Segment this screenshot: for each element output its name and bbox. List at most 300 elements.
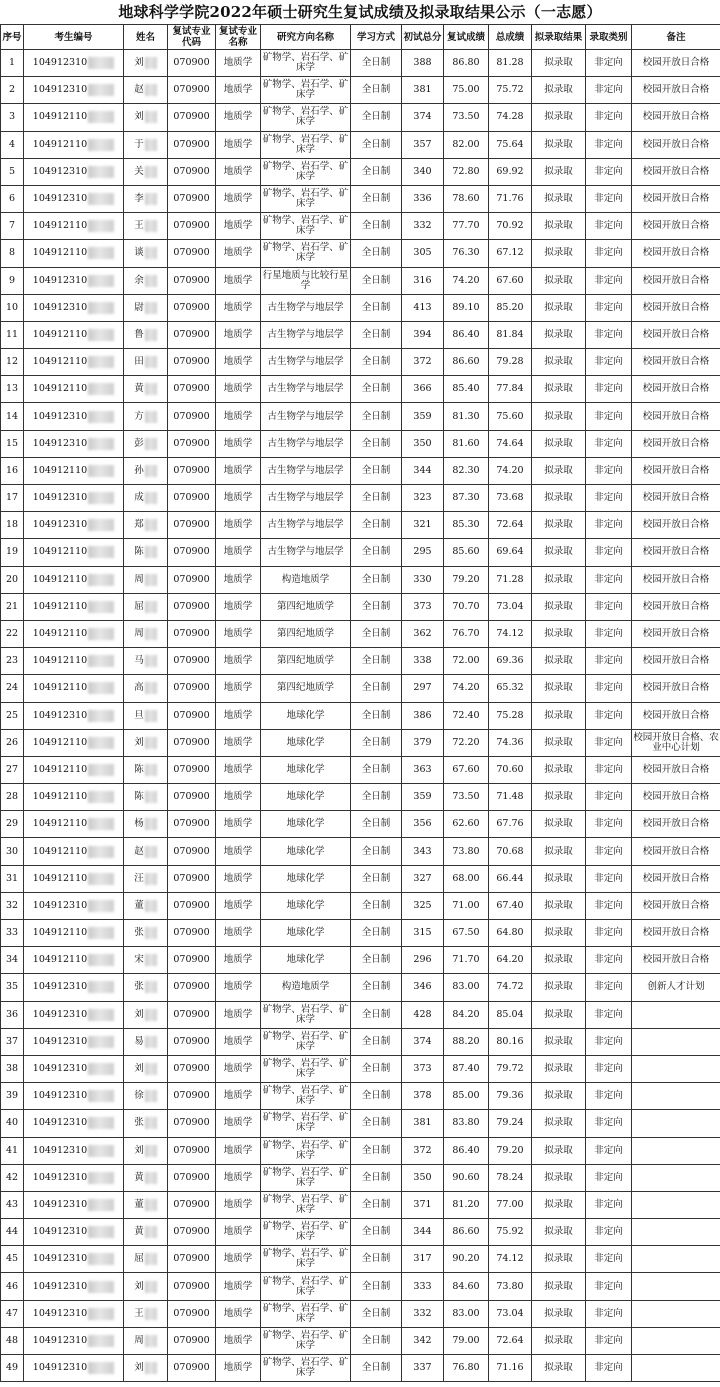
- cell-total-score: 74.20: [489, 457, 532, 484]
- cell-total-score: 79.72: [489, 1055, 532, 1082]
- cell-remarks: 校园开放日合格: [632, 865, 720, 892]
- cell-admission-type: 非定向: [586, 349, 632, 376]
- cell-admission-type: 非定向: [586, 213, 632, 240]
- cell-research-direction: 古生物学与地层学: [261, 430, 351, 457]
- name-surname: 刘: [134, 1362, 144, 1374]
- table-row: [1, 1327, 720, 1354]
- cell-study-mode: 全日制: [351, 974, 402, 1001]
- redaction-blur: [145, 655, 157, 667]
- redaction-blur: [145, 954, 157, 966]
- cell-candidate-id: [24, 1164, 124, 1191]
- cell-name: [124, 403, 168, 430]
- cell-research-direction: 矿物学、岩石学、矿床学: [261, 50, 351, 77]
- cell-admission-result: 拟录取: [532, 974, 586, 1001]
- cell-remarks: 校园开放日合格: [632, 158, 720, 185]
- cell-retest-score: 68.00: [444, 865, 489, 892]
- redaction-blur: [145, 275, 157, 287]
- cell-retest-score: 88.20: [444, 1028, 489, 1055]
- cell-admission-type: 非定向: [586, 593, 632, 620]
- cell-name: [124, 947, 168, 974]
- redaction-blur: [88, 1253, 114, 1265]
- cell-research-direction: 地球化学: [261, 865, 351, 892]
- cell-research-direction: 地球化学: [261, 920, 351, 947]
- cell-study-mode: 全日制: [351, 1137, 402, 1164]
- cell-index: 25: [1, 702, 24, 729]
- redaction-blur: [88, 519, 114, 531]
- cell-remarks: 校园开放日合格: [632, 185, 720, 212]
- candidate-id-prefix: 104912310: [32, 410, 88, 422]
- cell-admission-result: 拟录取: [532, 675, 586, 702]
- cell-major-code: 070900: [168, 1137, 216, 1164]
- redaction-blur: [145, 601, 157, 613]
- cell-remarks: [632, 1137, 720, 1164]
- cell-name: [124, 593, 168, 620]
- cell-total-score: 73.04: [489, 593, 532, 620]
- cell-major-name: 地质学: [216, 648, 261, 675]
- cell-total-score: 73.80: [489, 1273, 532, 1300]
- cell-total-score: 85.04: [489, 1001, 532, 1028]
- cell-major-name: 地质学: [216, 485, 261, 512]
- cell-remarks: [632, 1246, 720, 1273]
- cell-remarks: [632, 1327, 720, 1354]
- cell-remarks: 校园开放日合格: [632, 77, 720, 104]
- cell-index: 29: [1, 811, 24, 838]
- cell-study-mode: 全日制: [351, 539, 402, 566]
- table-row: [1, 566, 720, 593]
- cell-major-code: 070900: [168, 158, 216, 185]
- candidate-id-prefix: 104912110: [32, 927, 88, 939]
- table-row: [1, 1246, 720, 1273]
- header-index: 序号: [1, 25, 24, 50]
- name-surname: 汪: [134, 872, 144, 884]
- cell-major-code: 070900: [168, 267, 216, 294]
- cell-initial-score: 366: [402, 376, 444, 403]
- cell-retest-score: 72.40: [444, 702, 489, 729]
- cell-retest-score: 83.00: [444, 1300, 489, 1327]
- cell-index: 48: [1, 1327, 24, 1354]
- cell-admission-type: 非定向: [586, 403, 632, 430]
- cell-study-mode: 全日制: [351, 865, 402, 892]
- cell-candidate-id: [24, 77, 124, 104]
- cell-initial-score: 295: [402, 539, 444, 566]
- cell-total-score: 74.28: [489, 104, 532, 131]
- cell-admission-result: 拟录取: [532, 1300, 586, 1327]
- candidate-id-prefix: 104912310: [32, 165, 88, 177]
- cell-major-code: 070900: [168, 1110, 216, 1137]
- redaction-blur: [145, 927, 157, 939]
- table-row: [1, 838, 720, 865]
- cell-major-code: 070900: [168, 1327, 216, 1354]
- redaction-blur: [88, 111, 114, 123]
- redaction-blur: [88, 220, 114, 232]
- cell-admission-type: 非定向: [586, 1191, 632, 1218]
- cell-study-mode: 全日制: [351, 920, 402, 947]
- redaction-blur: [88, 628, 114, 640]
- cell-admission-result: 拟录取: [532, 702, 586, 729]
- cell-name: [124, 838, 168, 865]
- cell-initial-score: 344: [402, 457, 444, 484]
- header-remarks: 备注: [632, 25, 720, 50]
- cell-remarks: 校园开放日合格: [632, 838, 720, 865]
- cell-research-direction: 第四纪地质学: [261, 593, 351, 620]
- cell-major-code: 070900: [168, 756, 216, 783]
- table-row: [1, 892, 720, 919]
- cell-candidate-id: [24, 213, 124, 240]
- cell-major-name: 地质学: [216, 376, 261, 403]
- cell-index: 30: [1, 838, 24, 865]
- cell-admission-result: 拟录取: [532, 267, 586, 294]
- cell-major-name: 地质学: [216, 838, 261, 865]
- cell-index: 24: [1, 675, 24, 702]
- cell-major-code: 070900: [168, 566, 216, 593]
- redaction-blur: [88, 927, 114, 939]
- redaction-blur: [88, 438, 114, 450]
- cell-remarks: [632, 1273, 720, 1300]
- candidate-id-prefix: 104912310: [32, 57, 88, 69]
- cell-study-mode: 全日制: [351, 566, 402, 593]
- redaction-blur: [145, 1172, 157, 1184]
- cell-total-score: 74.12: [489, 1246, 532, 1273]
- cell-name: [124, 566, 168, 593]
- table-row: [1, 430, 720, 457]
- cell-candidate-id: [24, 1137, 124, 1164]
- cell-major-code: 070900: [168, 185, 216, 212]
- cell-admission-result: 拟录取: [532, 1355, 586, 1382]
- cell-initial-score: 344: [402, 1219, 444, 1246]
- cell-index: 7: [1, 213, 24, 240]
- candidate-id-prefix: 104912110: [32, 220, 88, 232]
- cell-name: [124, 920, 168, 947]
- cell-research-direction: 矿物学、岩石学、矿床学: [261, 1110, 351, 1137]
- table-row: [1, 539, 720, 566]
- cell-index: 18: [1, 512, 24, 539]
- cell-remarks: 校园开放日合格: [632, 376, 720, 403]
- cell-retest-score: 90.60: [444, 1164, 489, 1191]
- cell-retest-score: 86.80: [444, 50, 489, 77]
- candidate-id-prefix: 104912110: [32, 573, 88, 585]
- cell-index: 32: [1, 892, 24, 919]
- cell-total-score: 71.28: [489, 566, 532, 593]
- cell-admission-result: 拟录取: [532, 784, 586, 811]
- cell-study-mode: 全日制: [351, 675, 402, 702]
- cell-admission-result: 拟录取: [532, 1219, 586, 1246]
- cell-remarks: 校园开放日合格: [632, 756, 720, 783]
- candidate-id-prefix: 104912110: [32, 763, 88, 775]
- name-surname: 高: [134, 682, 144, 694]
- cell-initial-score: 297: [402, 675, 444, 702]
- cell-name: [124, 430, 168, 457]
- candidate-id-prefix: 104912110: [32, 655, 88, 667]
- header-name: 姓名: [124, 25, 168, 50]
- cell-study-mode: 全日制: [351, 620, 402, 647]
- redaction-blur: [145, 193, 157, 205]
- cell-major-name: 地质学: [216, 1219, 261, 1246]
- cell-admission-result: 拟录取: [532, 294, 586, 321]
- cell-name: [124, 784, 168, 811]
- cell-research-direction: 矿物学、岩石学、矿床学: [261, 213, 351, 240]
- candidate-id-prefix: 104912310: [32, 84, 88, 96]
- admission-table: [0, 24, 720, 1382]
- cell-major-name: 地质学: [216, 539, 261, 566]
- redaction-blur: [88, 710, 114, 722]
- cell-initial-score: 333: [402, 1273, 444, 1300]
- cell-study-mode: 全日制: [351, 1164, 402, 1191]
- cell-retest-score: 90.20: [444, 1246, 489, 1273]
- cell-study-mode: 全日制: [351, 321, 402, 348]
- cell-major-code: 070900: [168, 512, 216, 539]
- cell-total-score: 74.12: [489, 620, 532, 647]
- cell-admission-type: 非定向: [586, 1219, 632, 1246]
- cell-major-name: 地质学: [216, 892, 261, 919]
- cell-admission-result: 拟录取: [532, 158, 586, 185]
- cell-candidate-id: [24, 675, 124, 702]
- cell-admission-result: 拟录取: [532, 620, 586, 647]
- cell-retest-score: 81.60: [444, 430, 489, 457]
- cell-study-mode: 全日制: [351, 457, 402, 484]
- cell-name: [124, 729, 168, 756]
- cell-major-code: 070900: [168, 648, 216, 675]
- candidate-id-prefix: 104912110: [32, 546, 88, 558]
- cell-major-code: 070900: [168, 430, 216, 457]
- cell-major-code: 070900: [168, 213, 216, 240]
- name-surname: 方: [134, 410, 144, 422]
- cell-study-mode: 全日制: [351, 104, 402, 131]
- redaction-blur: [145, 1009, 157, 1021]
- redaction-blur: [145, 1063, 157, 1075]
- cell-research-direction: 矿物学、岩石学、矿床学: [261, 77, 351, 104]
- cell-admission-type: 非定向: [586, 321, 632, 348]
- cell-admission-type: 非定向: [586, 675, 632, 702]
- cell-remarks: 创新人才计划: [632, 974, 720, 1001]
- cell-initial-score: 332: [402, 213, 444, 240]
- table-row: [1, 920, 720, 947]
- table-row: [1, 213, 720, 240]
- name-surname: 黄: [134, 1171, 144, 1183]
- candidate-id-prefix: 104912110: [32, 818, 88, 830]
- redaction-blur: [88, 1036, 114, 1048]
- cell-index: 46: [1, 1273, 24, 1300]
- redaction-blur: [88, 682, 114, 694]
- cell-remarks: 校园开放日合格: [632, 294, 720, 321]
- candidate-id-prefix: 104912310: [32, 1334, 88, 1346]
- cell-admission-result: 拟录取: [532, 185, 586, 212]
- cell-admission-type: 非定向: [586, 1355, 632, 1382]
- cell-initial-score: 378: [402, 1083, 444, 1110]
- name-surname: 鲁: [134, 328, 144, 340]
- cell-retest-score: 76.70: [444, 620, 489, 647]
- table-header-row: [1, 25, 720, 50]
- cell-major-name: 地质学: [216, 593, 261, 620]
- cell-initial-score: 305: [402, 240, 444, 267]
- cell-study-mode: 全日制: [351, 1300, 402, 1327]
- candidate-id-prefix: 104912110: [32, 328, 88, 340]
- cell-index: 35: [1, 974, 24, 1001]
- redaction-blur: [88, 791, 114, 803]
- cell-candidate-id: [24, 1055, 124, 1082]
- table-row: [1, 50, 720, 77]
- cell-retest-score: 87.40: [444, 1055, 489, 1082]
- cell-index: 42: [1, 1164, 24, 1191]
- name-surname: 王: [134, 1307, 144, 1319]
- cell-major-code: 070900: [168, 294, 216, 321]
- cell-major-name: 地质学: [216, 1083, 261, 1110]
- redaction-blur: [88, 818, 114, 830]
- cell-candidate-id: [24, 892, 124, 919]
- cell-major-code: 070900: [168, 593, 216, 620]
- candidate-id-prefix: 104912310: [32, 519, 88, 531]
- cell-major-name: 地质学: [216, 1001, 261, 1028]
- candidate-id-prefix: 104912310: [32, 1362, 88, 1374]
- cell-major-code: 070900: [168, 104, 216, 131]
- cell-index: 6: [1, 185, 24, 212]
- redaction-blur: [145, 574, 157, 586]
- candidate-id-prefix: 104912310: [32, 301, 88, 313]
- cell-research-direction: 古生物学与地层学: [261, 403, 351, 430]
- cell-retest-score: 87.30: [444, 485, 489, 512]
- cell-retest-score: 86.40: [444, 321, 489, 348]
- cell-study-mode: 全日制: [351, 185, 402, 212]
- cell-candidate-id: [24, 1110, 124, 1137]
- cell-total-score: 74.72: [489, 974, 532, 1001]
- redaction-blur: [88, 981, 114, 993]
- cell-admission-type: 非定向: [586, 1273, 632, 1300]
- cell-research-direction: 第四纪地质学: [261, 620, 351, 647]
- cell-name: [124, 1110, 168, 1137]
- cell-index: 41: [1, 1137, 24, 1164]
- cell-major-name: 地质学: [216, 185, 261, 212]
- cell-study-mode: 全日制: [351, 702, 402, 729]
- table-row: [1, 865, 720, 892]
- table-row: [1, 593, 720, 620]
- cell-major-code: 070900: [168, 1028, 216, 1055]
- cell-admission-result: 拟录取: [532, 104, 586, 131]
- redaction-blur: [88, 139, 114, 151]
- redaction-blur: [145, 166, 157, 178]
- cell-total-score: 74.64: [489, 430, 532, 457]
- cell-remarks: 校园开放日合格、农业中心计划: [632, 729, 720, 756]
- cell-candidate-id: [24, 1273, 124, 1300]
- cell-study-mode: 全日制: [351, 729, 402, 756]
- cell-initial-score: 315: [402, 920, 444, 947]
- cell-retest-score: 67.60: [444, 756, 489, 783]
- name-surname: 刘: [134, 1008, 144, 1020]
- header-admission-type: 录取类别: [586, 25, 632, 50]
- name-surname: 周: [134, 1334, 144, 1346]
- cell-candidate-id: [24, 294, 124, 321]
- cell-initial-score: 327: [402, 865, 444, 892]
- redaction-blur: [88, 84, 114, 96]
- cell-remarks: 校园开放日合格: [632, 240, 720, 267]
- cell-total-score: 66.44: [489, 865, 532, 892]
- cell-research-direction: 古生物学与地层学: [261, 321, 351, 348]
- cell-major-name: 地质学: [216, 1327, 261, 1354]
- table-row: [1, 756, 720, 783]
- cell-remarks: 校园开放日合格: [632, 512, 720, 539]
- cell-major-code: 070900: [168, 77, 216, 104]
- cell-study-mode: 全日制: [351, 430, 402, 457]
- cell-admission-type: 非定向: [586, 1110, 632, 1137]
- candidate-id-prefix: 104912310: [32, 1307, 88, 1319]
- redaction-blur: [88, 383, 114, 395]
- cell-name: [124, 620, 168, 647]
- cell-study-mode: 全日制: [351, 77, 402, 104]
- cell-admission-type: 非定向: [586, 920, 632, 947]
- cell-major-code: 070900: [168, 811, 216, 838]
- cell-candidate-id: [24, 1355, 124, 1382]
- cell-research-direction: 矿物学、岩石学、矿床学: [261, 1191, 351, 1218]
- cell-major-code: 070900: [168, 1219, 216, 1246]
- name-surname: 屈: [134, 600, 144, 612]
- cell-candidate-id: [24, 811, 124, 838]
- cell-remarks: [632, 1219, 720, 1246]
- cell-remarks: 校园开放日合格: [632, 213, 720, 240]
- cell-index: 13: [1, 376, 24, 403]
- cell-index: 8: [1, 240, 24, 267]
- cell-major-name: 地质学: [216, 1137, 261, 1164]
- redaction-blur: [145, 329, 157, 341]
- cell-candidate-id: [24, 1300, 124, 1327]
- cell-total-score: 67.76: [489, 811, 532, 838]
- cell-major-code: 070900: [168, 702, 216, 729]
- cell-major-name: 地质学: [216, 430, 261, 457]
- cell-total-score: 75.64: [489, 131, 532, 158]
- redaction-blur: [88, 247, 114, 259]
- cell-retest-score: 72.00: [444, 648, 489, 675]
- cell-study-mode: 全日制: [351, 1028, 402, 1055]
- header-retest-score: 复试成绩: [444, 25, 489, 50]
- cell-candidate-id: [24, 349, 124, 376]
- cell-major-name: 地质学: [216, 240, 261, 267]
- cell-major-code: 070900: [168, 838, 216, 865]
- name-surname: 谈: [134, 247, 144, 259]
- redaction-blur: [88, 764, 114, 776]
- cell-candidate-id: [24, 784, 124, 811]
- cell-major-name: 地质学: [216, 1164, 261, 1191]
- name-surname: 宋: [134, 954, 144, 966]
- cell-retest-score: 71.00: [444, 892, 489, 919]
- cell-remarks: 校园开放日合格: [632, 648, 720, 675]
- cell-research-direction: 矿物学、岩石学、矿床学: [261, 1083, 351, 1110]
- cell-research-direction: 矿物学、岩石学、矿床学: [261, 1273, 351, 1300]
- cell-total-score: 75.28: [489, 702, 532, 729]
- cell-admission-result: 拟录取: [532, 892, 586, 919]
- table-row: [1, 240, 720, 267]
- cell-total-score: 70.60: [489, 756, 532, 783]
- redaction-blur: [145, 1036, 157, 1048]
- cell-retest-score: 82.00: [444, 131, 489, 158]
- cell-admission-result: 拟录取: [532, 321, 586, 348]
- cell-major-code: 070900: [168, 131, 216, 158]
- cell-index: 1: [1, 50, 24, 77]
- cell-admission-result: 拟录取: [532, 77, 586, 104]
- cell-name: [124, 702, 168, 729]
- candidate-id-prefix: 104912310: [32, 1008, 88, 1020]
- cell-initial-score: 381: [402, 1110, 444, 1137]
- cell-retest-score: 84.20: [444, 1001, 489, 1028]
- candidate-id-prefix: 104912110: [32, 872, 88, 884]
- cell-major-name: 地质学: [216, 811, 261, 838]
- header-study-mode: 学习方式: [351, 25, 402, 50]
- cell-study-mode: 全日制: [351, 1083, 402, 1110]
- cell-admission-result: 拟录取: [532, 539, 586, 566]
- cell-major-name: 地质学: [216, 1110, 261, 1137]
- cell-major-name: 地质学: [216, 702, 261, 729]
- cell-remarks: 校园开放日合格: [632, 920, 720, 947]
- cell-admission-type: 非定向: [586, 512, 632, 539]
- cell-total-score: 85.20: [489, 294, 532, 321]
- name-surname: 刘: [134, 1063, 144, 1075]
- cell-index: 19: [1, 539, 24, 566]
